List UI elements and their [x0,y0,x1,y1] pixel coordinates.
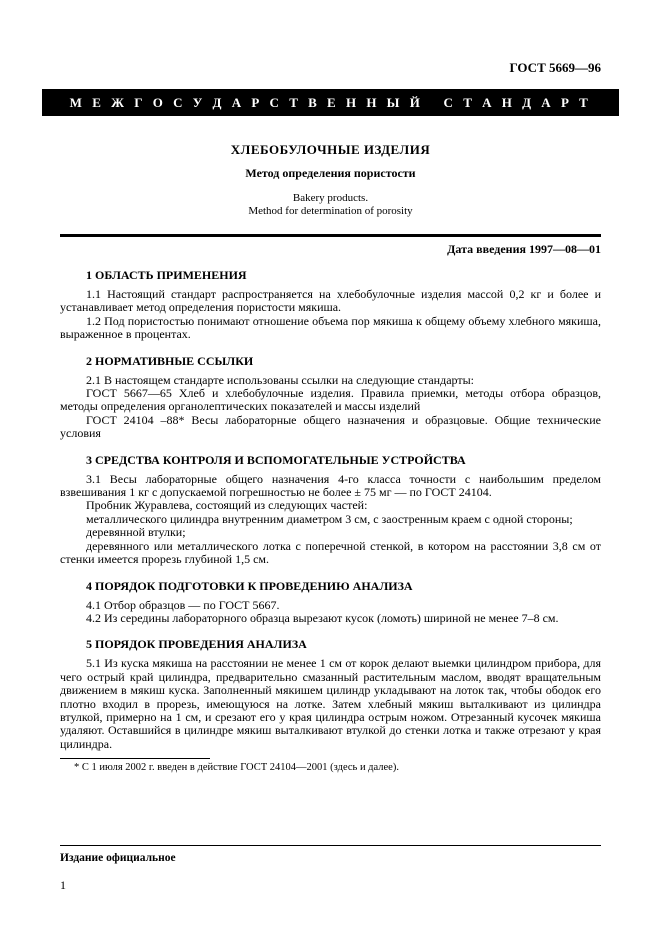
footnote-rule [60,758,210,759]
standard-banner: М Е Ж Г О С У Д А Р С Т В Е Н Н Ы Й С Т А Н Д А Р Т [42,89,619,116]
paragraph: деревянного или металлического лотка с поперечной стенкой, в котором на расстоянии 3,8 см от стенки имеется прорезь глубиной 1,5 см. [60,538,601,567]
paragraph: 5.1 Из куска мякиша на расстоянии не менее 1 см от корок делают выемки цилиндром прибора, для чего острый край цилиндра, предварительно смазанный растительным маслом, вводят вращательным движением в мякиш куска. Заполненный мякишем цилиндр укладывают на лоток так, чтобы ободок его плотно входил в прорезь, имеющуюся на лотке. Затем хлебный мякиш выталкивают из цилиндра втулкой, примерно на 1 см, и срезают его у края цилиндра острым ножом. Отрезанный кусочек мякиша удаляют. Оставшийся в цилиндре мякиш выталкивают втулкой до стенки лотка и также отрезают у края цилиндра. [60,656,601,751]
document-title: ХЛЕБОБУЛОЧНЫЕ ИЗДЕЛИЯ [230,142,431,157]
paragraph: Пробник Журавлева, состоящий из следующих частей: [86,498,368,513]
effective-date: Дата введения 1997—08—01 [447,242,601,256]
section-heading: 4 ПОРЯДОК ПОДГОТОВКИ К ПРОВЕДЕНИЮ АНАЛИЗА [86,578,413,593]
doc-number: ГОСТ 5669—96 [509,60,601,75]
section-heading: 3 СРЕДСТВА КОНТРОЛЯ И ВСПОМОГАТЕЛЬНЫЕ УСТРОЙСТВА [86,452,466,467]
edition-note: Издание официальное [60,852,176,864]
paragraph: ГОСТ 24104 –88* Весы лабораторные общего назначения и образцовые. Общие технические условия [60,412,601,441]
title-english-line2: Method for determination of porosity [248,205,413,217]
title-english-line1: Bakery products. [292,192,369,204]
paragraph: 1.1 Настоящий стандарт распространяется на хлебобулочные изделия массой 0,2 кг и более и устанавливает метод определения пористости мякиша. [60,287,601,315]
paragraph: 4.2 Из середины лабораторного образца вырезают кусок (ломоть) шириной не менее 7–8 см. [86,610,559,625]
section-3 [60,453,601,567]
paragraph: 4.1 Отбор образцов — по ГОСТ 5667. [86,597,280,612]
section-1 [60,268,601,342]
document-subtitle: Метод определения пористости [245,166,416,180]
title-block [60,142,601,218]
paragraph: металлического цилиндра внутренним диаметром 3 см, с заостренным краем с одной стороны; [86,511,573,526]
paragraph: деревянной втулки; [86,525,186,540]
section-heading: 1 ОБЛАСТЬ ПРИМЕНЕНИЯ [86,268,247,282]
paragraph: 3.1 Весы лабораторные общего назначения 4-го класса точности с наибольшим пределом взвешивания 1 кг с допускаемой погрешностью не более ± 75 мг — по ГОСТ 24104. [60,471,601,500]
paragraph: ГОСТ 5667—65 Хлеб и хлебобулочные изделия. Правила приемки, методы отбора образцов, методы определения органолептических показателей и массы изделий [60,386,601,414]
paragraph: 2.1 В настоящем стандарте использованы ссылки на следующие стандарты: [86,372,475,387]
section-5 [60,637,601,751]
section-heading: 5 ПОРЯДОК ПРОВЕДЕНИЯ АНАЛИЗА [86,637,307,652]
footer-rule [60,845,601,846]
paragraph: 1.2 Под пористостью понимают отношение объема пор мякиша к общему объему хлебного мякиша, выраженное в процентах. [60,313,601,342]
page-number: 1 [60,878,66,892]
horizontal-rule [60,234,601,237]
section-heading: 2 НОРМАТИВНЫЕ ССЫЛКИ [86,353,254,368]
footnote: * С 1 июля 2002 г. введен в действие ГОСТ 24104—2001 (здесь и далее). [74,762,399,774]
section-2 [60,354,601,441]
section-4 [60,579,601,626]
